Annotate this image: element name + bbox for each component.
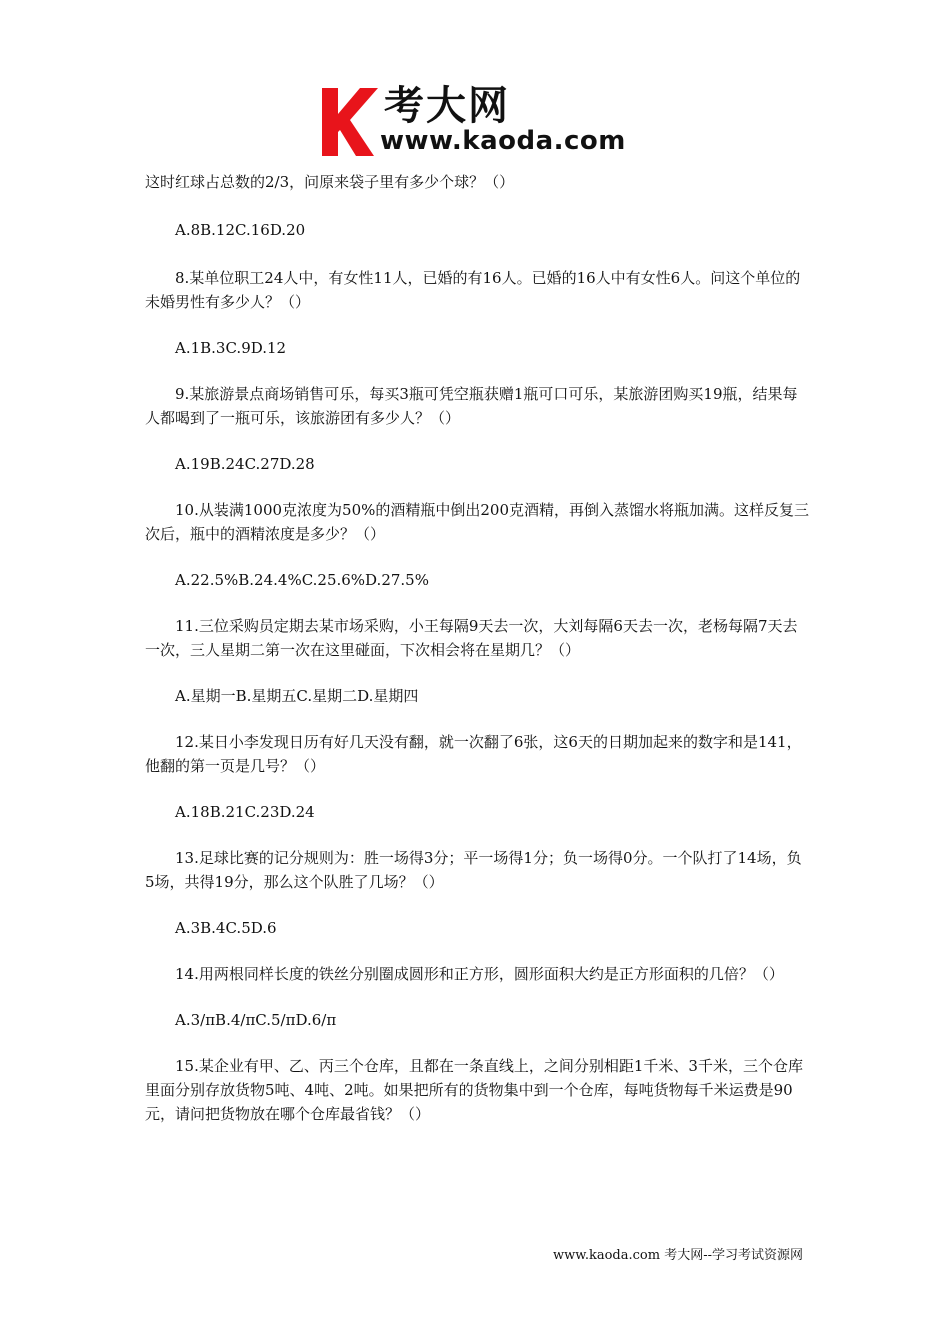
paragraph-1: 这时红球占总数的2/3，问原来袋子里有多少个球？（） [145,173,515,191]
document-body [145,170,810,1126]
options-7: A.8B.12C.16D.20 [175,221,306,239]
page-footer: www.kaoda.com 考大网--学习考试资源网 [553,1248,803,1263]
options-14: A.3/πB.4/πC.5/πD.6/π [175,1011,337,1029]
question-14: 14.用两根同样长度的铁丝分别圈成圆形和正方形，圆形面积大约是正方形面积的几倍？（） [175,965,784,983]
k-logo-icon [318,84,380,158]
question-13: 13.足球比赛的记分规则为：胜一场得3分；平一场得1分；负一场得0分。一个队打了14场，负5场，共得19分，那么这个队胜了几场？（） [145,849,802,891]
question-9: 9.某旅游景点商场销售可乐，每买3瓶可凭空瓶获赠1瓶可口可乐，某旅游团购买19瓶，结果每人都喝到了一瓶可乐，该旅游团有多少人？（） [145,385,798,427]
options-13: A.3B.4C.5D.6 [175,919,277,937]
question-12: 12.某日小李发现日历有好几天没有翻，就一次翻了6张，这6天的日期加起来的数字和是141，他翻的第一页是几号？（） [145,733,802,775]
options-9: A.19B.24C.27D.28 [175,455,315,473]
options-11: A.星期一B.星期五C.星期二D.星期四 [175,687,419,705]
options-12: A.18B.21C.23D.24 [175,803,315,821]
question-15: 15.某企业有甲、乙、丙三个仓库，且都在一条直线上，之间分别相距1千米、3千米，三个仓库里面分别存放货物5吨、4吨、2吨。如果把所有的货物集中到一个仓库，每吨货物每千米运费是90元，请问把货物放在哪个仓库最省钱？（） [145,1057,803,1123]
question-10: 10.从装满1000克浓度为50%的酒精瓶中倒出200克酒精，再倒入蒸馏水将瓶加满。这样反复三次后，瓶中的酒精浓度是多少？（） [145,501,810,543]
options-10: A.22.5%B.24.4%C.25.6%D.27.5% [175,571,429,589]
logo-url-text: www.kaoda.com [380,126,626,156]
logo-chinese-text: 考大网 [384,83,510,129]
question-8: 8.某单位职工24人中，有女性11人，已婚的有16人。已婚的16人中有女性6人。问这个单位的未婚男性有多少人？（） [145,269,801,311]
kaoda-logo [318,84,638,164]
options-8: A.1B.3C.9D.12 [175,339,287,357]
question-11: 11.三位采购员定期去某市场采购，小王每隔9天去一次，大刘每隔6天去一次，老杨每隔7天去一次，三人星期二第一次在这里碰面，下次相会将在星期几？（） [145,617,798,659]
